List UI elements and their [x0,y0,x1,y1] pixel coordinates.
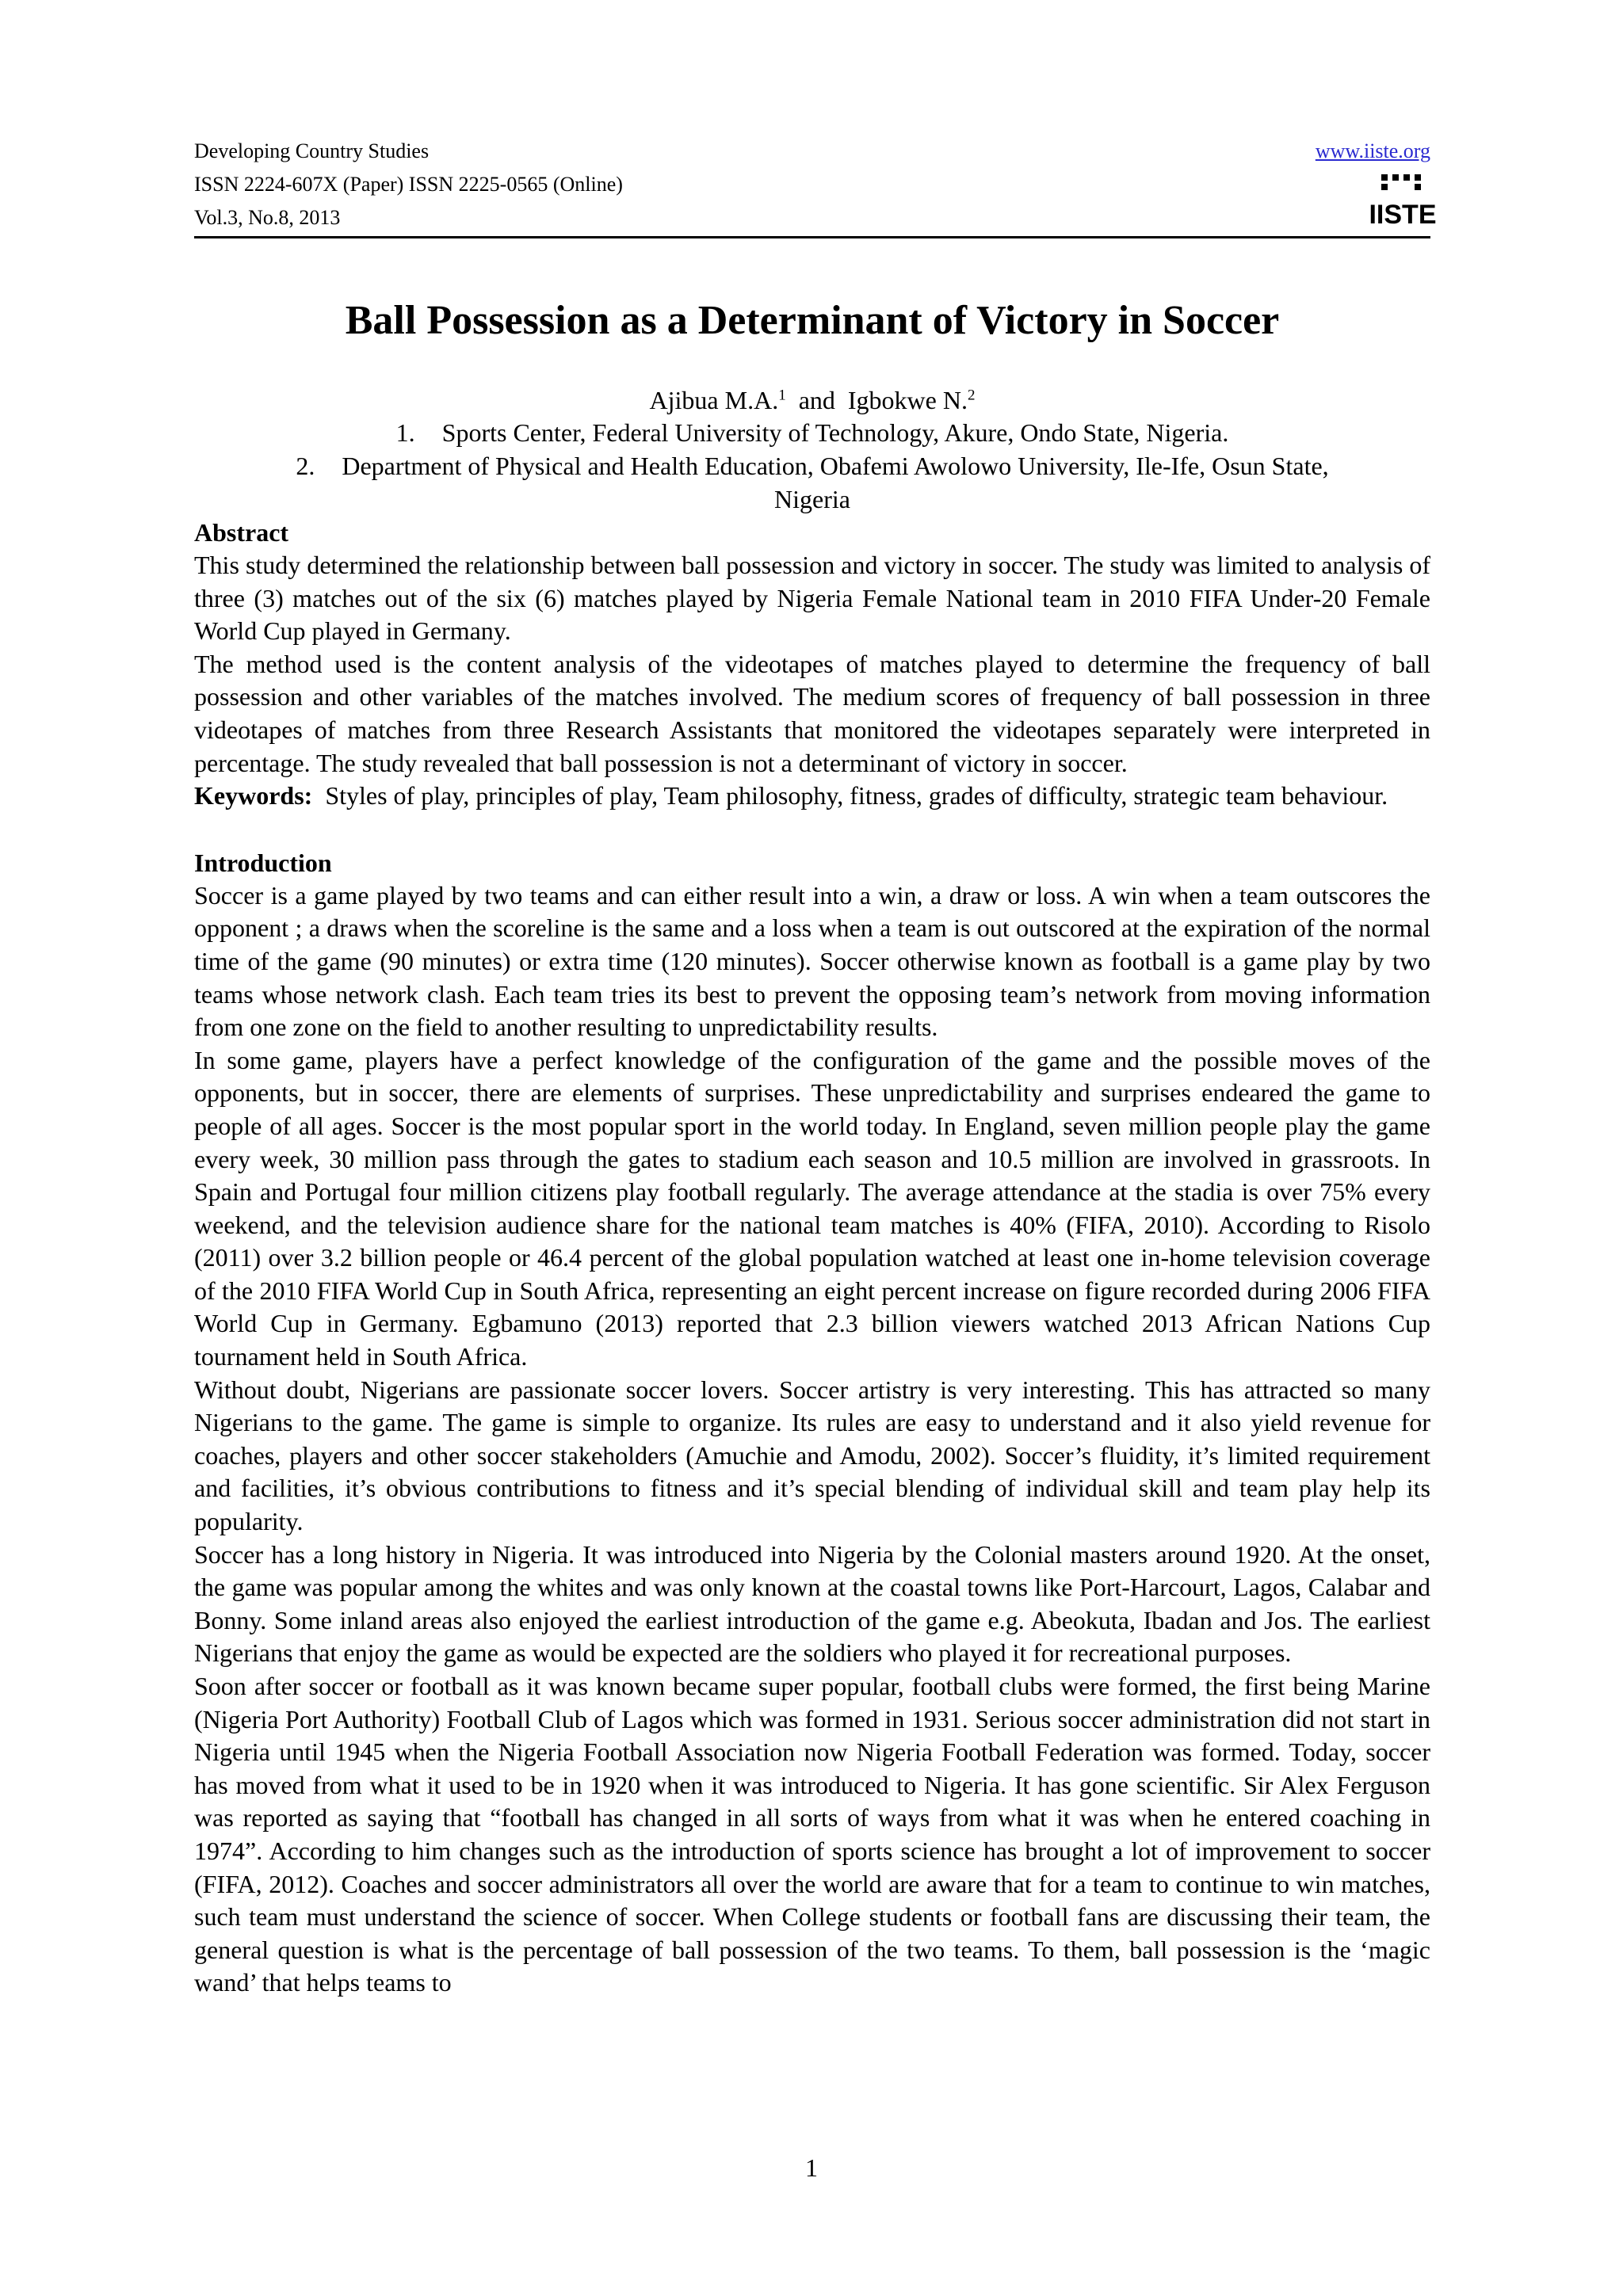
journal-issn: ISSN 2224-607X (Paper) ISSN 2225-0565 (Online) [194,173,623,196]
iiste-logo-icon [1369,173,1437,231]
affiliation-number: 1. [395,418,415,447]
affiliation-text: Sports Center, Federal University of Technology, Akure, Ondo State, Nigeria. [441,418,1229,447]
paper-title: Ball Possession as a Determinant of Victory in Soccer [345,298,1280,343]
author-2: Igbokwe N. [847,386,968,414]
paper-page [194,135,1437,2000]
section-spacer [194,813,1430,846]
affiliation-text: Department of Physical and Health Education, Obafemi Awolowo University, Ile-Ife, Osun State, [342,452,1329,480]
logo-lettering: IISTE [1369,200,1437,230]
author-1: Ajibua M.A. [649,386,779,414]
journal-url-link[interactable]: www.iiste.org [1315,139,1430,162]
keywords [194,780,1430,813]
author-conjunction: and [798,386,835,414]
keywords-label: Keywords: [194,781,313,810]
body-paragraph: Soccer has a long history in Nigeria. It was introduced into Nigeria by the Colonial masters around 1920. At the onset, the game was popular among the whites and was only known at the coastal towns like Port-Harcourt, Lagos, Calabar and Bonny. Some inland areas also enjoyed the earliest introduction of the game e.g. Abeokuta, Ibadan and Jos. The earliest Nigerians that enjoy the game as would be expected are the soldiers who played it for recreational purposes. [194,1539,1430,1668]
header-rule [194,236,1430,238]
author-line [194,384,1430,416]
body-paragraph: Soon after soccer or football as it was known became super popular, football clubs were formed, the first being Marine (Nigeria Port Authority) Football Club of Lagos which was formed in 1931. Serious soccer administration did not start in Nigeria until 1945 when the Nigeria Football Association now Nigeria Football Federation was formed. Today, soccer has moved from what it used to be in 1920 when it was introduced to Nigeria. It has gone scientific. Sir Alex Ferguson was reported as saying that “football has changed in all sorts of ways from what it was when he entered coaching in 1974”. According to him changes such as the introduction of sports science has brought a lot of improvement to soccer (FIFA, 2012). Coaches and soccer administrators all over the world are aware that for a team to continue to win matches, such team must understand the science of soccer. When College students or football fans are discussing their team, the general question is what is the percentage of ball possession of the two teams. To them, ball possession is the ‘magic wand’ that helps teams to [194,1672,1430,1997]
author-2-affil-mark: 2 [967,387,976,404]
abstract-paragraph: The method used is the content analysis of the videotapes of matches played to determine the frequency of ball possession and other variables of the matches involved. The medium scores of frequency of ball possession in three videotapes of matches from three Research Assistants that monitored the videotapes separately were interpreted in percentage. The study revealed that ball possession is not a determinant of victory in soccer. [194,649,1430,777]
affiliation-2-continued: Nigeria [774,485,850,513]
body-paragraph: In some game, players have a perfect knowledge of the configuration of the game and the possible moves of the opponents, but in soccer, there are elements of surprises. These unpredictability and surprises endeared the game to people of all ages. Soccer is the most popular sport in the world today. In England, seven million people play the game every week, 30 million pass through the gates to stadium each season and 10.5 million are involved in grassroots. In Spain and Portugal four million citizens play football regularly. The average attendance at the stadia is over 75% every weekend, and the television audience share for the national team matches is 40% (FIFA, 2010). According to Risolo (2011) over 3.2 billion people or 46.4 percent of the global population watched at least one in-home television coverage of the 2010 FIFA World Cup in South Africa, representing an eight percent increase on figure recorded during 2006 FIFA World Cup in Germany. Egbamuno (2013) reported that 2.3 billion viewers watched 2013 African Nations Cup tournament held in South Africa. [194,1045,1430,1371]
page-number: 1 [805,2153,818,2182]
affiliation-2 [194,449,1430,482]
introduction-heading: Introduction [194,848,332,877]
body-paragraph: Soccer is a game played by two teams and can either result into a win, a draw or loss. A win when a team outscores the opponent ; a draws when the scoreline is the same and a loss when a team is out outscored at the expiration of the normal time of the game (90 minutes) or extra time (120 minutes). Soccer otherwise known as football is a game play by two teams whose network clash. Each team tries its best to prevent the opposing team’s network from moving information from one zone on the field to another resulting to unpredictability results. [194,880,1430,1042]
abstract-paragraph: This study determined the relationship between ball possession and victory in soccer. The study was limited to analysis of three (3) matches out of the six (6) matches played by Nigeria Female National team in 2010 FIFA Under-20 Female World Cup played in Germany. [194,551,1430,646]
body-paragraph: Without doubt, Nigerians are passionate soccer lovers. Soccer artistry is very interesting. This has attracted so many Nigerians to the game. The game is simple to organize. Its rules are easy to understand and it also yield revenue for coaches, players and other soccer stakeholders (Amuchie and Amodu, 2002). Soccer’s fluidity, it’s limited requirement and facilities, it’s obvious contributions to fitness and it’s special blending of individual skill and team play help its popularity. [194,1375,1430,1536]
author-1-affil-mark: 1 [778,387,786,404]
affiliations [194,416,1430,516]
abstract-heading: Abstract [194,518,289,547]
journal-name: Developing Country Studies [194,139,430,162]
keywords-text: Styles of play, principles of play, Team philosophy, fitness, grades of difficulty, strategic team behaviour. [325,781,1388,810]
running-header [194,135,1437,238]
affiliation-number: 2. [296,452,315,480]
journal-info [194,135,1430,235]
journal-volume: Vol.3, No.8, 2013 [194,206,341,229]
affiliation-1 [194,416,1430,449]
